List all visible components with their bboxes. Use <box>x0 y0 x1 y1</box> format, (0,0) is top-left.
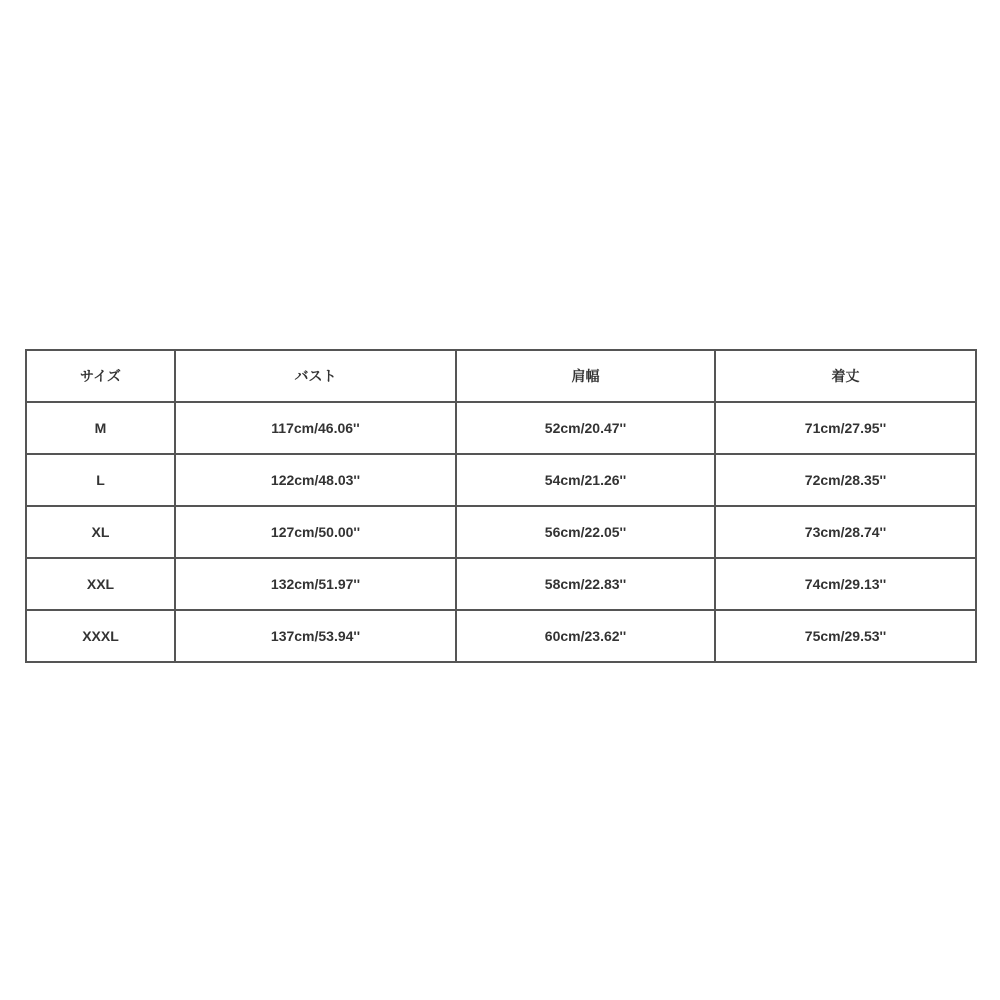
cell-size: XXL <box>26 558 175 610</box>
header-size: サイズ <box>26 350 175 402</box>
cell-size: XL <box>26 506 175 558</box>
cell-length: 71cm/27.95'' <box>715 402 976 454</box>
cell-bust: 127cm/50.00'' <box>175 506 456 558</box>
cell-shoulder-width: 60cm/23.62'' <box>456 610 715 662</box>
cell-size: L <box>26 454 175 506</box>
table-row <box>26 610 976 662</box>
cell-size: XXXL <box>26 610 175 662</box>
cell-bust: 122cm/48.03'' <box>175 454 456 506</box>
cell-shoulder-width: 54cm/21.26'' <box>456 454 715 506</box>
table-row <box>26 402 976 454</box>
cell-length: 75cm/29.53'' <box>715 610 976 662</box>
cell-bust: 117cm/46.06'' <box>175 402 456 454</box>
cell-length: 74cm/29.13'' <box>715 558 976 610</box>
cell-length: 73cm/28.74'' <box>715 506 976 558</box>
header-length: 着丈 <box>715 350 976 402</box>
cell-length: 72cm/28.35'' <box>715 454 976 506</box>
cell-shoulder-width: 56cm/22.05'' <box>456 506 715 558</box>
size-chart-table <box>25 349 977 663</box>
cell-shoulder-width: 52cm/20.47'' <box>456 402 715 454</box>
table-row <box>26 558 976 610</box>
cell-bust: 132cm/51.97'' <box>175 558 456 610</box>
table-row <box>26 506 976 558</box>
cell-bust: 137cm/53.94'' <box>175 610 456 662</box>
cell-shoulder-width: 58cm/22.83'' <box>456 558 715 610</box>
table-row <box>26 454 976 506</box>
cell-size: M <box>26 402 175 454</box>
header-bust: バスト <box>175 350 456 402</box>
table-header-row <box>26 350 976 402</box>
header-shoulder-width: 肩幅 <box>456 350 715 402</box>
